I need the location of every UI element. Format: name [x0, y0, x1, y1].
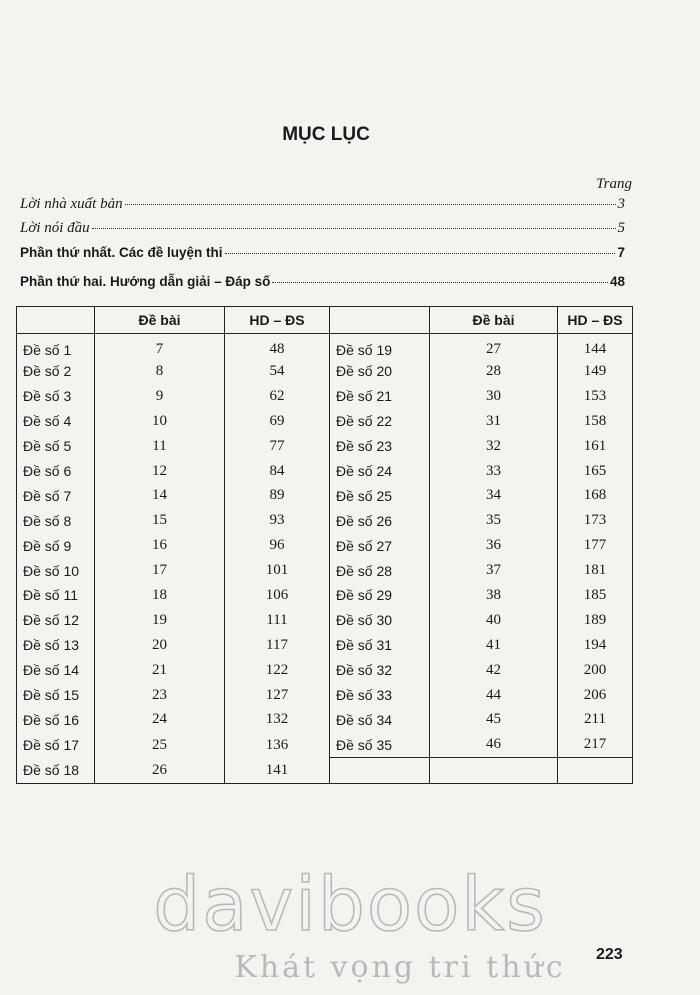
toc-entry-page: 48 — [609, 274, 625, 289]
solution-page-cell: 101 — [225, 558, 330, 583]
toc-entry — [20, 220, 625, 240]
table-row — [17, 533, 633, 558]
exam-name-cell: Đề số 29 — [330, 583, 430, 608]
toc-entry-page: 5 — [617, 220, 625, 236]
table-row — [17, 608, 633, 633]
table-row — [17, 633, 633, 658]
exam-page-cell: 41 — [430, 633, 558, 658]
exam-name-cell: Đề số 31 — [330, 633, 430, 658]
exam-page-cell: 20 — [95, 633, 225, 658]
exam-name-cell: Đề số 17 — [17, 732, 95, 757]
exam-name-cell: Đề số 12 — [17, 608, 95, 633]
solution-page-cell: 69 — [225, 409, 330, 434]
exam-name-cell: Đề số 20 — [330, 359, 430, 384]
exam-name-cell: Đề số 34 — [330, 707, 430, 732]
solution-page-cell: 189 — [558, 608, 633, 633]
exam-name-cell: Đề số 4 — [17, 409, 95, 434]
leader-dots — [225, 253, 616, 254]
exam-name-cell: Đề số 25 — [330, 483, 430, 508]
exam-name-cell: Đề số 15 — [17, 683, 95, 708]
solution-page-cell: 117 — [225, 633, 330, 658]
exam-name-cell: Đề số 1 — [17, 334, 95, 360]
solution-page-cell: 132 — [225, 707, 330, 732]
exam-page-cell: 26 — [95, 758, 225, 784]
exam-name-cell: Đề số 23 — [330, 434, 430, 459]
exam-page-cell: 46 — [430, 732, 558, 757]
toc-entry-page: 3 — [617, 196, 625, 212]
exam-name-cell: Đề số 27 — [330, 533, 430, 558]
exam-name-cell: Đề số 5 — [17, 434, 95, 459]
solution-page-cell: 149 — [558, 359, 633, 384]
solution-page-cell: 54 — [225, 359, 330, 384]
table-row — [17, 732, 633, 757]
solution-page-cell: 217 — [558, 732, 633, 757]
exam-page-cell: 31 — [430, 409, 558, 434]
exam-name-cell: Đề số 35 — [330, 732, 430, 757]
table-row — [17, 409, 633, 434]
exam-page-cell: 18 — [95, 583, 225, 608]
table-row — [17, 359, 633, 384]
exam-page-cell: 10 — [95, 409, 225, 434]
exam-page-cell: 38 — [430, 583, 558, 608]
exam-name-cell: Đề số 19 — [330, 334, 430, 360]
exam-page-cell: 19 — [95, 608, 225, 633]
exam-page-cell: 16 — [95, 533, 225, 558]
table-row — [17, 558, 633, 583]
page-column-label: Trang — [596, 176, 632, 192]
exam-page-cell: 32 — [430, 434, 558, 459]
solution-page-cell: 136 — [225, 732, 330, 757]
table-row — [17, 658, 633, 683]
table-row — [17, 508, 633, 533]
exam-name-cell: Đề số 30 — [330, 608, 430, 633]
exam-page-cell: 24 — [95, 707, 225, 732]
exam-name-cell: Đề số 26 — [330, 508, 430, 533]
solution-page-cell: 122 — [225, 658, 330, 683]
table-row — [17, 583, 633, 608]
exam-name-cell: Đề số 6 — [17, 459, 95, 484]
solution-page-cell: 211 — [558, 707, 633, 732]
toc-entry-label: Phần thứ nhất. Các đề luyện thi — [20, 245, 223, 260]
exam-name-cell: Đề số 24 — [330, 459, 430, 484]
solution-page-cell: 141 — [225, 758, 330, 784]
table-row — [17, 459, 633, 484]
exam-name-cell: Đề số 33 — [330, 683, 430, 708]
solution-page-cell: 206 — [558, 683, 633, 708]
exam-page-cell: 44 — [430, 683, 558, 708]
exam-page-cell: 34 — [430, 483, 558, 508]
solution-page-cell: 173 — [558, 508, 633, 533]
exam-page-cell: 45 — [430, 707, 558, 732]
solution-page-cell: 96 — [225, 533, 330, 558]
exam-page-cell: 23 — [95, 683, 225, 708]
exam-name-cell: Đề số 18 — [17, 758, 95, 784]
exam-page-cell: 12 — [95, 459, 225, 484]
table-header-row — [17, 307, 633, 334]
empty-cell — [558, 758, 633, 784]
table-row — [17, 683, 633, 708]
exam-page-cell: 9 — [95, 384, 225, 409]
exam-name-cell: Đề số 21 — [330, 384, 430, 409]
solution-page-cell: 127 — [225, 683, 330, 708]
solution-page-cell: 161 — [558, 434, 633, 459]
header-cell — [17, 307, 95, 334]
solution-page-cell: 106 — [225, 583, 330, 608]
exam-page-cell: 42 — [430, 658, 558, 683]
exam-page-cell: 36 — [430, 533, 558, 558]
watermark-brand: davibooks — [153, 862, 547, 948]
exam-name-cell: Đề số 32 — [330, 658, 430, 683]
solution-page-cell: 194 — [558, 633, 633, 658]
toc-entry — [20, 196, 625, 216]
exam-page-cell: 25 — [95, 732, 225, 757]
exam-name-cell: Đề số 16 — [17, 707, 95, 732]
exam-name-cell: Đề số 2 — [17, 359, 95, 384]
solution-page-cell: 93 — [225, 508, 330, 533]
toc-entry — [20, 274, 625, 294]
solution-page-cell: 77 — [225, 434, 330, 459]
exam-page-cell: 14 — [95, 483, 225, 508]
solution-page-cell: 84 — [225, 459, 330, 484]
solution-page-cell: 200 — [558, 658, 633, 683]
exam-name-cell: Đề số 13 — [17, 633, 95, 658]
header-cell — [330, 307, 430, 334]
exam-page-cell: 11 — [95, 434, 225, 459]
exam-page-cell: 35 — [430, 508, 558, 533]
table-row — [17, 758, 633, 784]
header-cell: Đề bài — [95, 307, 225, 334]
leader-dots — [272, 282, 608, 283]
exam-name-cell: Đề số 3 — [17, 384, 95, 409]
header-cell: HD – ĐS — [225, 307, 330, 334]
solution-page-cell: 48 — [225, 334, 330, 360]
toc-entry-label: Lời nhà xuất bản — [20, 196, 123, 212]
exam-name-cell: Đề số 14 — [17, 658, 95, 683]
exam-name-cell: Đề số 22 — [330, 409, 430, 434]
toc-entry-page: 7 — [617, 245, 625, 260]
table-row — [17, 384, 633, 409]
solution-page-cell: 158 — [558, 409, 633, 434]
exam-page-cell: 21 — [95, 658, 225, 683]
solution-page-cell: 144 — [558, 334, 633, 360]
solution-page-cell: 181 — [558, 558, 633, 583]
exam-name-cell: Đề số 11 — [17, 583, 95, 608]
exam-name-cell: Đề số 28 — [330, 558, 430, 583]
page-number: 223 — [596, 946, 623, 963]
table-row — [17, 334, 633, 360]
solution-page-cell: 153 — [558, 384, 633, 409]
table-row — [17, 707, 633, 732]
leader-dots — [92, 228, 616, 229]
exam-page-cell: 30 — [430, 384, 558, 409]
exam-page-cell: 7 — [95, 334, 225, 360]
solution-page-cell: 168 — [558, 483, 633, 508]
solution-page-cell: 111 — [225, 608, 330, 633]
exam-page-cell: 17 — [95, 558, 225, 583]
exam-page-cell: 15 — [95, 508, 225, 533]
exam-page-cell: 27 — [430, 334, 558, 360]
table-row — [17, 483, 633, 508]
toc-entry — [20, 245, 625, 265]
exam-name-cell: Đề số 8 — [17, 508, 95, 533]
header-cell: HD – ĐS — [558, 307, 633, 334]
exam-name-cell: Đề số 10 — [17, 558, 95, 583]
solution-page-cell: 177 — [558, 533, 633, 558]
exam-page-cell: 8 — [95, 359, 225, 384]
watermark-slogan: Khát vọng tri thức — [234, 950, 566, 985]
page-title: MỤC LỤC — [282, 124, 370, 145]
exam-name-cell: Đề số 7 — [17, 483, 95, 508]
solution-page-cell: 89 — [225, 483, 330, 508]
exam-index-table — [16, 306, 633, 784]
table-row — [17, 434, 633, 459]
exam-page-cell: 33 — [430, 459, 558, 484]
exam-page-cell: 40 — [430, 608, 558, 633]
toc-entry-label: Lời nói đầu — [20, 220, 90, 236]
exam-name-cell: Đề số 9 — [17, 533, 95, 558]
header-cell: Đề bài — [430, 307, 558, 334]
leader-dots — [125, 204, 616, 205]
solution-page-cell: 185 — [558, 583, 633, 608]
empty-cell — [430, 758, 558, 784]
solution-page-cell: 62 — [225, 384, 330, 409]
solution-page-cell: 165 — [558, 459, 633, 484]
exam-page-cell: 28 — [430, 359, 558, 384]
empty-cell — [330, 758, 430, 784]
exam-page-cell: 37 — [430, 558, 558, 583]
toc-entry-label: Phần thứ hai. Hướng dẫn giải – Đáp số — [20, 274, 271, 289]
